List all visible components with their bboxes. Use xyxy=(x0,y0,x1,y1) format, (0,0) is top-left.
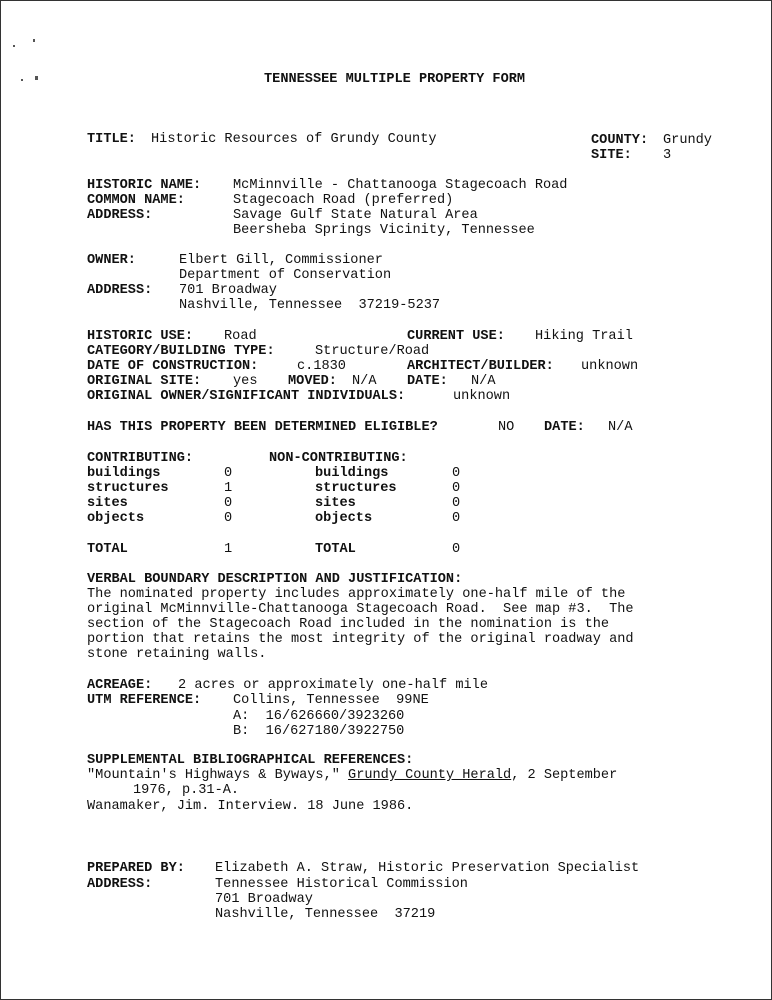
prepared-address-line2: 701 Broadway xyxy=(215,892,313,907)
common-name-label: COMMON NAME: xyxy=(87,193,185,208)
acreage-value: 2 acres or approximately one-half mile xyxy=(178,678,488,693)
non-contributing-total-value: 0 xyxy=(452,542,461,557)
non-contributing-row-name: sites xyxy=(315,496,356,511)
bibliography-ref1-cont: 1976, p.31-A. xyxy=(133,783,240,798)
contributing-row-count: 0 xyxy=(224,496,233,511)
boundary-line: The nominated property includes approximately one-half mile of the xyxy=(87,587,626,602)
original-site-label: ORIGINAL SITE: xyxy=(87,374,202,389)
historic-name-value: McMinnville - Chattanooga Stagecoach Road xyxy=(233,178,568,193)
current-use-label: CURRENT USE: xyxy=(407,329,505,344)
boundary-line: portion that retains the most integrity of the original roadway and xyxy=(87,632,634,647)
non-contributing-label: NON-CONTRIBUTING: xyxy=(269,451,408,466)
form-title: TENNESSEE MULTIPLE PROPERTY FORM xyxy=(264,72,526,87)
original-owner-value: unknown xyxy=(453,389,511,404)
historic-use-label: HISTORIC USE: xyxy=(87,329,194,344)
non-contributing-row-name: buildings xyxy=(315,466,389,481)
contributing-label: CONTRIBUTING: xyxy=(87,451,194,466)
site-label: SITE: xyxy=(591,148,632,163)
ref1-journal: Grundy County Herald xyxy=(348,768,512,783)
scan-speck xyxy=(21,79,23,81)
owner-line2: Department of Conservation xyxy=(179,268,392,283)
contributing-row-name: sites xyxy=(87,496,128,511)
non-contributing-row-count: 0 xyxy=(452,466,461,481)
contributing-row-name: buildings xyxy=(87,466,161,481)
non-contributing-total-label: TOTAL xyxy=(315,542,356,557)
prepared-by-value: Elizabeth A. Straw, Historic Preservation Specialist xyxy=(215,861,640,876)
eligible-date-value: N/A xyxy=(608,420,633,435)
boundary-line: original McMinnville-Chattanooga Stagecoach Road. See map #3. The xyxy=(87,602,634,617)
current-use-value: Hiking Trail xyxy=(535,329,633,344)
architect-label: ARCHITECT/BUILDER: xyxy=(407,359,554,374)
title-value: Historic Resources of Grundy County xyxy=(151,132,437,147)
boundary-heading: VERBAL BOUNDARY DESCRIPTION AND JUSTIFICATION: xyxy=(87,572,463,587)
county-label: COUNTY: xyxy=(591,133,649,148)
category-value: Structure/Road xyxy=(315,344,430,359)
common-name-value: Stagecoach Road (preferred) xyxy=(233,193,454,208)
county-value: Grundy xyxy=(663,133,712,148)
owner-address-line2: Nashville, Tennessee 37219-5237 xyxy=(179,298,441,313)
date-of-construction-value: c.1830 xyxy=(297,359,346,374)
contributing-row-name: structures xyxy=(87,481,169,496)
original-owner-label: ORIGINAL OWNER/SIGNIFICANT INDIVIDUALS: xyxy=(87,389,406,404)
boundary-line: section of the Stagecoach Road included in the nomination is the xyxy=(87,617,610,632)
contributing-total-value: 1 xyxy=(224,542,233,557)
acreage-label: ACREAGE: xyxy=(87,678,153,693)
moved-date-label: DATE: xyxy=(407,374,448,389)
utm-b: B: 16/627180/3922750 xyxy=(233,724,405,739)
moved-date-value: N/A xyxy=(471,374,496,389)
moved-value: N/A xyxy=(352,374,377,389)
owner-line1: Elbert Gill, Commissioner xyxy=(179,253,383,268)
contributing-row-name: objects xyxy=(87,511,145,526)
category-label: CATEGORY/BUILDING TYPE: xyxy=(87,344,275,359)
title-label: TITLE: xyxy=(87,132,136,147)
bibliography-ref1 xyxy=(87,768,617,783)
owner-address-label: ADDRESS: xyxy=(87,283,153,298)
contributing-total-label: TOTAL xyxy=(87,542,128,557)
prepared-address-line1: Tennessee Historical Commission xyxy=(215,877,468,892)
historic-use-value: Road xyxy=(224,329,257,344)
non-contributing-row-count: 0 xyxy=(452,481,461,496)
address-line1: Savage Gulf State Natural Area xyxy=(233,208,478,223)
non-contributing-row-name: objects xyxy=(315,511,373,526)
utm-label: UTM REFERENCE: xyxy=(87,693,202,708)
contributing-row-count: 0 xyxy=(224,511,233,526)
eligible-label: HAS THIS PROPERTY BEEN DETERMINED ELIGIBLE? xyxy=(87,420,438,435)
scan-speck xyxy=(33,39,35,42)
bibliography-ref2: Wanamaker, Jim. Interview. 18 June 1986. xyxy=(87,799,414,814)
site-value: 3 xyxy=(663,148,672,163)
prepared-address-label: ADDRESS: xyxy=(87,877,153,892)
moved-label: MOVED: xyxy=(288,374,337,389)
date-of-construction-label: DATE OF CONSTRUCTION: xyxy=(87,359,259,374)
scan-speck xyxy=(35,76,38,80)
contributing-row-count: 0 xyxy=(224,466,233,481)
historic-name-label: HISTORIC NAME: xyxy=(87,178,202,193)
owner-label: OWNER: xyxy=(87,253,136,268)
original-site-value: yes xyxy=(233,374,258,389)
prepared-by-label: PREPARED BY: xyxy=(87,861,185,876)
ref1-title: "Mountain's Highways & Byways," xyxy=(87,768,349,783)
utm-a: A: 16/626660/3923260 xyxy=(233,709,405,724)
address-line2: Beersheba Springs Vicinity, Tennessee xyxy=(233,223,535,238)
utm-value: Collins, Tennessee 99NE xyxy=(233,693,429,708)
prepared-address-line3: Nashville, Tennessee 37219 xyxy=(215,907,436,922)
contributing-row-count: 1 xyxy=(224,481,233,496)
eligible-date-label: DATE: xyxy=(544,420,585,435)
non-contributing-row-count: 0 xyxy=(452,496,461,511)
address-label: ADDRESS: xyxy=(87,208,153,223)
eligible-value: NO xyxy=(498,420,515,435)
non-contributing-row-name: structures xyxy=(315,481,397,496)
boundary-line: stone retaining walls. xyxy=(87,647,267,662)
architect-value: unknown xyxy=(581,359,639,374)
scan-speck xyxy=(13,45,15,47)
non-contributing-row-count: 0 xyxy=(452,511,461,526)
owner-address-line1: 701 Broadway xyxy=(179,283,277,298)
ref1-date: , 2 September xyxy=(511,768,618,783)
bibliography-heading: SUPPLEMENTAL BIBLIOGRAPHICAL REFERENCES: xyxy=(87,753,414,768)
